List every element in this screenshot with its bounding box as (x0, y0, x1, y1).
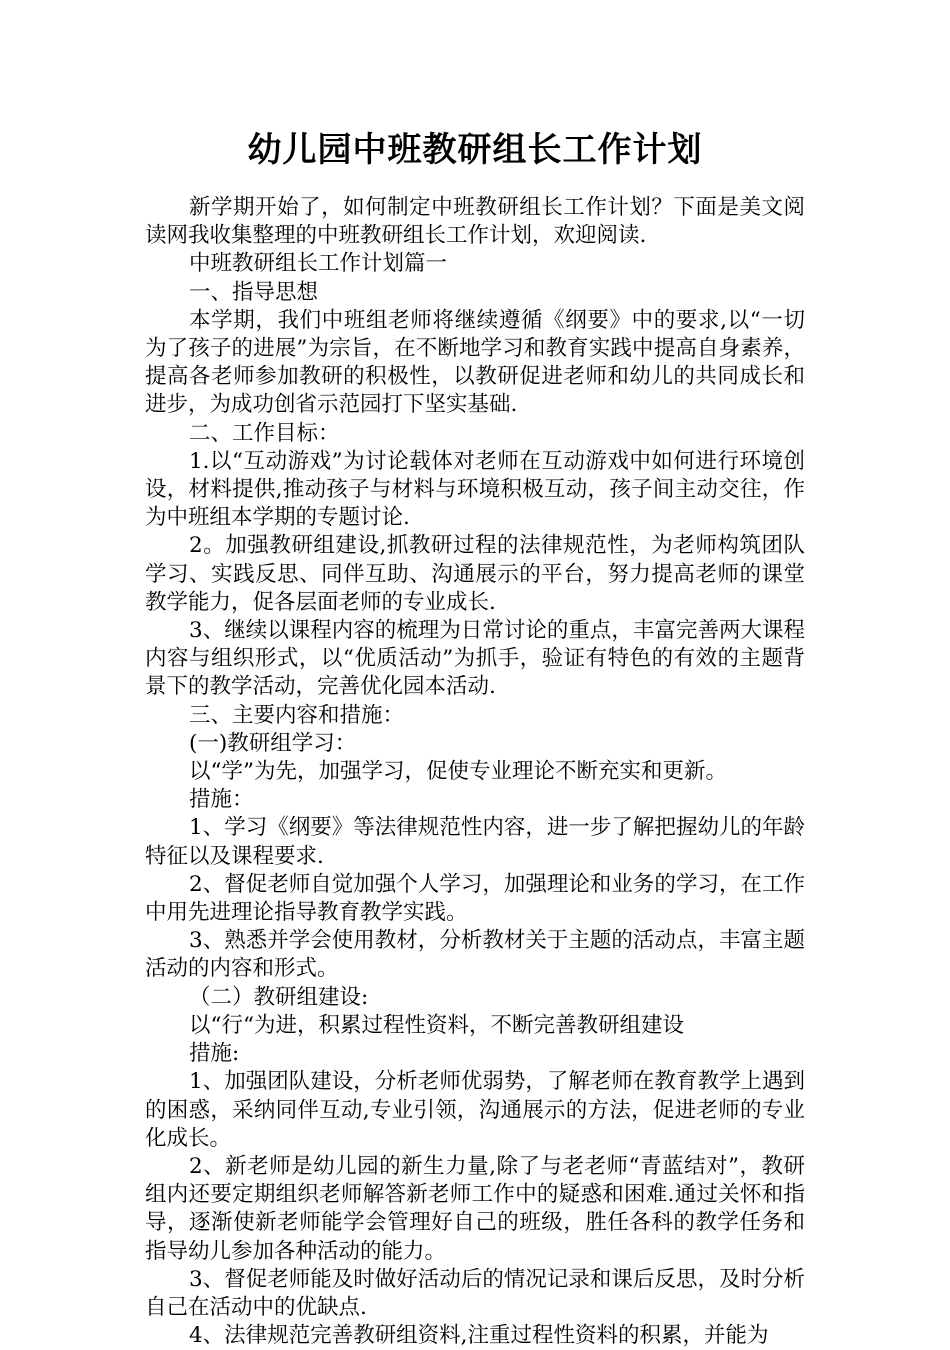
paragraph-heading-work-goals: 二、工作目标： (189, 420, 340, 446)
paragraph: 2。加强教研组建设,抓教研过程的法律规范性，为老师构筑团队学习、实践反思、同伴互助、沟通展示的平台，努力提高老师的课堂教学能力，促各层面老师的专业成长. (145, 533, 805, 615)
paragraph: 3、督促老师能及时做好活动后的情况记录和课后反思，及时分析自己在活动中的优缺点. (145, 1266, 805, 1320)
paragraph: 1、加强团队建设，分析老师优弱势，了解老师在教育教学上遇到的困惑，采纳同伴互动,专业引领，沟通展示的方法，促进老师的专业化成长。 (145, 1069, 805, 1151)
paragraph: 以“行“为进，积累过程性资料，不断完善教研组建设 (189, 1012, 684, 1038)
paragraph-heading-content-measures: 三、主要内容和措施： (189, 702, 405, 728)
document-title: 幼儿园中班教研组长工作计划 (247, 130, 703, 170)
paragraph: 3、熟悉并学会使用教材，分析教材关于主题的活动点，丰富主题活动的内容和形式。 (145, 928, 805, 982)
paragraph: 4、法律规范完善教研组资料,注重过程性资料的积累，并能为 (189, 1323, 769, 1349)
paragraph: 3、继续以课程内容的梳理为日常讨论的重点，丰富完善两大课程内容与组织形式，以“优质活动”为抓手，验证有特色的有效的主题背景下的教学活动，完善优化园本活动. (145, 618, 805, 700)
paragraph-subheading: (一)教研组学习： (189, 730, 357, 756)
paragraph: 1.以“互动游戏”为讨论载体对老师在互动游戏中如何进行环境创设，材料提供,推动孩子与材料与环境积极互动，孩子间主动交往，作为中班组本学期的专题讨论. (145, 448, 805, 531)
paragraph-measures-label: 措施： (189, 787, 254, 813)
paragraph: 1、学习《纲要》等法律规范性内容，进一步了解把握幼儿的年龄特征以及课程要求. (145, 815, 805, 869)
paragraph-intro: 新学期开始了，如何制定中班教研组长工作计划？下面是美文阅读网我收集整理的中班教研组长工作计划，欢迎阅读. (145, 195, 805, 249)
paragraph-heading-guiding-idea: 一、指导思想 (189, 279, 319, 305)
paragraph: 2、督促老师自觉加强个人学习，加强理论和业务的学习，在工作中用先进理论指导教育教学实践。 (145, 871, 805, 926)
paragraph-measures-label: 措施: (189, 1041, 240, 1067)
paragraph-subheading: （二）教研组建设: (189, 984, 369, 1010)
document-body (145, 194, 805, 1350)
paragraph-section-heading: 中班教研组长工作计划篇一 (189, 251, 448, 277)
paragraph: 本学期，我们中班组老师将继续遵循《纲要》中的要求,以“一切为了孩子的进展”为宗旨，在不断地学习和教育实践中提高自身素养，提高各老师参加教研的积极性，以教研促进老师和幼儿的共同成长和进步，为成功创省示范园打下坚实基础. (145, 307, 805, 418)
paragraph: 2、新老师是幼儿园的新生力量,除了与老老师“青蓝结对”，教研组内还要定期组织老师解答新老师工作中的疑惑和困难.通过关怀和指导，逐渐使新老师能学会管理好自己的班级，胜任各科的教学任务和指导幼儿参加各种活动的能力。 (145, 1153, 805, 1264)
paragraph: 以“学”为先，加强学习，促使专业理论不断充实和更新。 (189, 759, 727, 785)
